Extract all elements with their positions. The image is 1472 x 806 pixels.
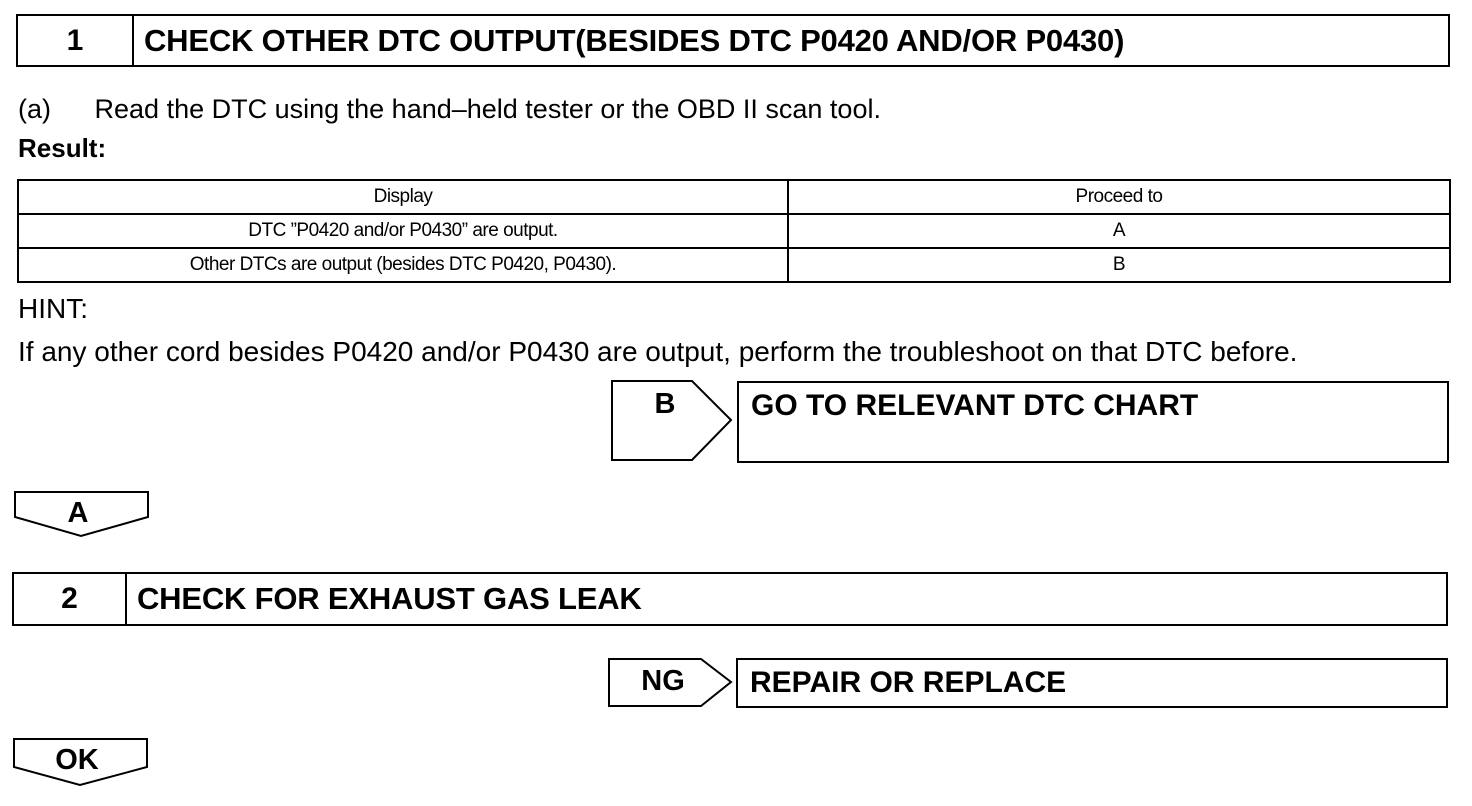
instruction-text: Read the DTC using the hand–held tester or the OBD II scan tool. bbox=[94, 94, 881, 124]
table-header-proceed: Proceed to bbox=[788, 180, 1450, 214]
branch-ng-tag: NG bbox=[641, 665, 685, 697]
hint-label: HINT: bbox=[18, 293, 88, 324]
branch-ng-action: REPAIR OR REPLACE bbox=[736, 658, 1448, 708]
table-cell-display: DTC ”P0420 and/or P0430” are output. bbox=[18, 214, 788, 248]
continue-a-tag: A bbox=[67, 497, 89, 529]
table-header-row bbox=[18, 180, 1450, 214]
table-header-display: Display bbox=[18, 180, 788, 214]
result-table bbox=[17, 179, 1451, 283]
table-cell-proceed: B bbox=[788, 248, 1450, 282]
table-row bbox=[18, 214, 1450, 248]
instruction-a bbox=[18, 94, 881, 125]
table-cell-proceed: A bbox=[788, 214, 1450, 248]
continue-ok-tag: OK bbox=[55, 744, 99, 776]
step-1-title: CHECK OTHER DTC OUTPUT(BESIDES DTC P0420 AND/OR P0430) bbox=[144, 22, 1125, 58]
table-cell-display: Other DTCs are output (besides DTC P0420, P0430). bbox=[18, 248, 788, 282]
table-row bbox=[18, 248, 1450, 282]
branch-b-tag: B bbox=[654, 388, 676, 420]
hint-text: If any other cord besides P0420 and/or P0430 are output, perform the troubleshoot on that DTC before. bbox=[18, 336, 1298, 367]
step-1-number: 1 bbox=[18, 16, 134, 65]
step-2-header bbox=[12, 572, 1448, 626]
step-1-header bbox=[16, 14, 1450, 67]
branch-b-action: GO TO RELEVANT DTC CHART bbox=[737, 381, 1449, 463]
step-2-title: CHECK FOR EXHAUST GAS LEAK bbox=[137, 581, 642, 616]
result-label: Result: bbox=[18, 133, 107, 163]
step-2-number: 2 bbox=[14, 574, 127, 624]
instruction-label: (a) bbox=[18, 94, 51, 124]
